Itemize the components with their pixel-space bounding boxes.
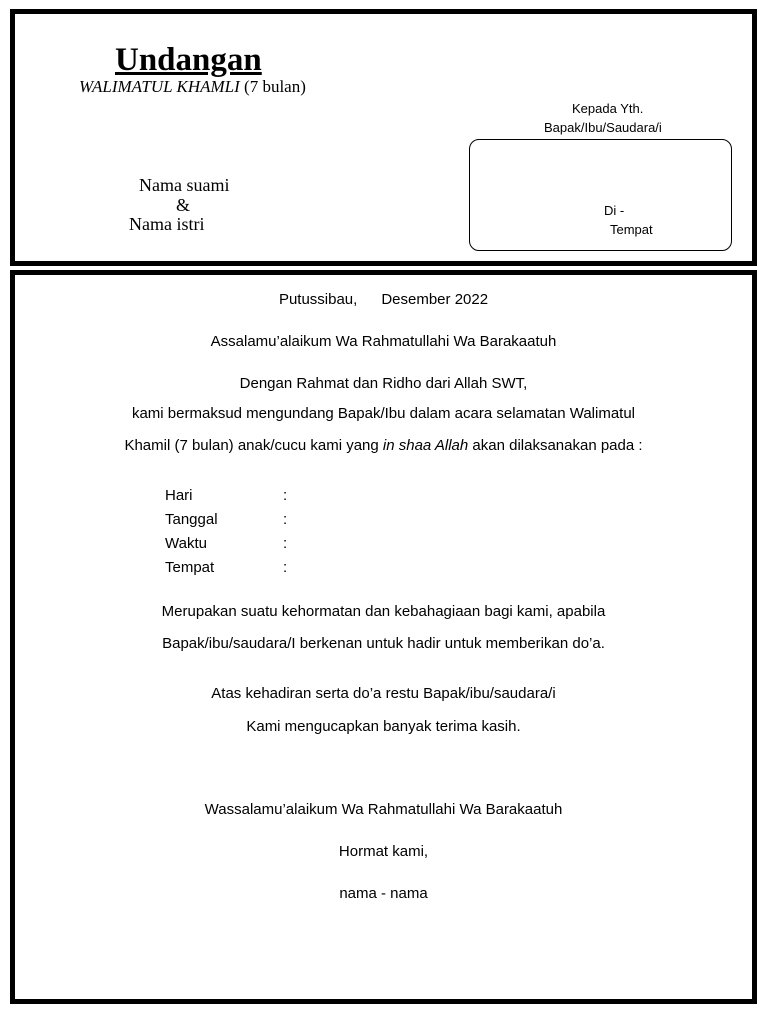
date: Desember 2022 <box>381 291 489 308</box>
recipient-to-line1: Kepada Yth. <box>572 101 644 116</box>
recipient-address-box <box>469 139 732 251</box>
intro-line-3-end: akan dilaksanakan pada : <box>468 437 643 454</box>
ampersand: & <box>176 195 191 215</box>
intro-line-1: Dengan Rahmat dan Ridho dari Allah SWT, <box>239 375 528 392</box>
event-name: WALIMATUL KHAMLI <box>79 77 240 96</box>
invitation-title: Undangan <box>115 42 262 78</box>
thanks-line-2: Kami mengucapkan banyak terima kasih. <box>246 718 521 735</box>
detail-label-time: Waktu <box>165 535 207 552</box>
event-duration: (7 bulan) <box>239 77 306 96</box>
date-place: Putussibau, <box>278 291 358 308</box>
husband-name: Nama suami <box>139 175 230 195</box>
recipient-place-line1: Di - <box>604 203 625 218</box>
recipient-place-line2: Tempat <box>610 222 653 237</box>
honor-line-1: Merupakan suatu kehormatan dan kebahagiaan bagi kami, apabila <box>161 603 606 620</box>
intro-line-3-start: Khamil (7 bulan) anak/cucu kami yang <box>124 437 383 454</box>
detail-colon-day: : <box>283 487 288 504</box>
opening-greeting: Assalamu’alaikum Wa Rahmatullahi Wa Barakaatuh <box>210 333 557 350</box>
detail-label-day: Hari <box>165 487 193 504</box>
envelope-header-panel <box>10 9 757 266</box>
thanks-line-1: Atas kehadiran serta do’a restu Bapak/ibu/saudara/i <box>211 685 556 702</box>
detail-colon-place: : <box>283 559 288 576</box>
wife-name: Nama istri <box>129 214 205 234</box>
intro-line-2: kami bermaksud mengundang Bapak/Ibu dalam acara selamatan Walimatul <box>131 405 636 422</box>
detail-colon-time: : <box>283 535 288 552</box>
honor-line-2: Bapak/ibu/saudara/I berkenan untuk hadir untuk memberikan do’a. <box>162 635 605 652</box>
regards: Hormat kami, <box>338 843 429 860</box>
detail-label-date: Tanggal <box>165 511 218 528</box>
recipient-to-line2: Bapak/Ibu/Saudara/i <box>544 120 662 135</box>
intro-line-3-italic: in shaa Allah <box>382 437 469 454</box>
closing-greeting: Wassalamu’alaikum Wa Rahmatullahi Wa Barakaatuh <box>204 801 563 818</box>
intro-line-3 <box>15 437 752 454</box>
signature-names: nama - nama <box>339 885 428 902</box>
detail-colon-date: : <box>283 511 288 528</box>
letter-body-panel <box>10 270 757 1004</box>
detail-label-place: Tempat <box>165 559 215 576</box>
date-line <box>15 291 752 308</box>
event-subtitle <box>79 77 306 97</box>
